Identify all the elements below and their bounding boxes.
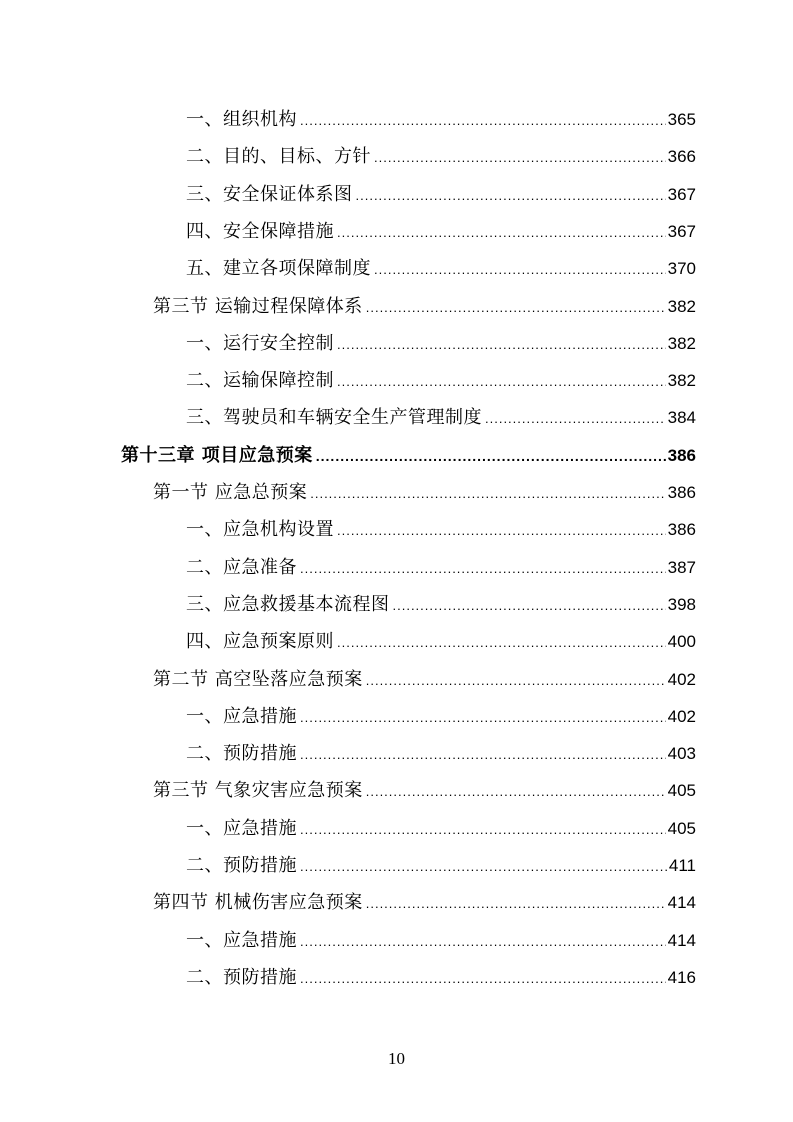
toc-dot-leader [366,885,666,922]
toc-dot-leader [366,773,666,810]
toc-dot-leader [300,102,666,139]
toc-entry-title: 三、驾驶员和车辆安全生产管理制度 [186,407,482,429]
toc-entry-title: 二、应急准备 [186,556,297,578]
toc-item-entry[interactable] [186,176,696,213]
toc-dot-leader [337,326,666,363]
toc-dot-leader [337,512,666,549]
toc-entry-page-number: 411 [668,856,696,875]
toc-entry-title: 第三节 运输过程保障体系 [153,295,363,317]
toc-entry-page-number: 403 [667,744,696,764]
toc-entry-page-number: 386 [667,520,696,540]
toc-entry-page-number: 366 [667,147,696,167]
toc-dot-leader [337,214,666,251]
toc-entry-title: 四、安全保障措施 [186,220,334,242]
toc-entry-page-number: 398 [667,594,696,614]
toc-entry-title: 五、建立各项保障制度 [186,258,371,280]
toc-entry-page-number: 405 [667,818,696,838]
toc-entry-page-number: 405 [667,781,696,801]
toc-entry-title: 二、运输保障控制 [186,370,334,392]
toc-entry-title: 二、预防措施 [186,743,297,765]
toc-entry-title: 三、应急救援基本流程图 [186,593,390,615]
toc-item-entry[interactable] [186,250,696,287]
toc-entry-title: 一、应急措施 [186,929,297,951]
toc-item-entry[interactable] [186,399,696,436]
toc-dot-leader [366,662,666,699]
toc-entry-title: 二、目的、目标、方针 [186,146,371,168]
toc-entry-title: 一、应急机构设置 [186,519,334,541]
toc-item-entry[interactable] [186,511,696,548]
toc-dot-leader [337,624,666,661]
toc-item-entry[interactable] [186,101,696,138]
page-number: 10 [388,1049,405,1068]
toc-dot-leader [310,475,665,512]
toc-entry-title: 三、安全保证体系图 [186,183,353,205]
toc-item-entry[interactable] [186,922,696,959]
toc-dot-leader [300,811,666,848]
toc-section-entry[interactable] [153,288,696,325]
toc-item-entry[interactable] [186,138,696,175]
toc-dot-leader [300,923,666,960]
toc-entry-page-number: 414 [667,930,696,950]
toc-item-entry[interactable] [186,623,696,660]
toc-entry-page-number: 416 [667,967,696,987]
toc-section-entry[interactable] [153,474,696,511]
toc-entry-page-number: 382 [667,333,696,353]
toc-entry-page-number: 367 [667,221,696,241]
toc-item-entry[interactable] [186,810,696,847]
toc-item-entry[interactable] [186,213,696,250]
toc-item-entry[interactable] [186,362,696,399]
toc-dot-leader [337,363,666,400]
toc-dot-leader [393,587,666,624]
toc-section-entry[interactable] [153,661,696,698]
toc-entry-page-number: 387 [667,557,696,577]
toc-entry-title: 一、应急措施 [186,817,297,839]
toc-item-entry[interactable] [186,586,696,623]
toc-dot-leader [316,438,666,475]
toc-dot-leader [356,177,666,214]
toc-dot-leader [374,139,666,176]
toc-entry-page-number: 386 [667,445,696,465]
toc-entry-title: 第二节 高空坠落应急预案 [153,668,363,690]
toc-entry-title: 第三节 气象灾害应急预案 [153,780,363,802]
toc-entry-title: 二、预防措施 [186,855,297,876]
toc-entry-page-number: 386 [667,483,696,502]
toc-entry-title: 第一节 应急总预案 [153,482,308,503]
toc-entry-page-number: 382 [667,296,696,316]
toc-entry-title: 第四节 机械伤害应急预案 [153,892,363,914]
toc-entry-title: 四、应急预案原则 [186,631,334,653]
toc-item-entry[interactable] [186,735,696,772]
toc-entry-title: 二、预防措施 [186,966,297,988]
toc-item-entry[interactable] [186,847,696,884]
toc-item-entry[interactable] [186,959,696,996]
toc-dot-leader [366,289,666,326]
toc-dot-leader [485,400,666,437]
toc-item-entry[interactable] [186,698,696,735]
toc-item-entry[interactable] [186,325,696,362]
toc-dot-leader [300,699,666,736]
toc-entry-title: 第十三章 项目应急预案 [121,444,313,466]
toc-chapter-entry[interactable] [121,437,696,474]
toc-entry-page-number: 414 [667,893,696,913]
toc-entry-page-number: 365 [667,110,696,129]
toc-entry-title: 一、组织机构 [186,109,297,130]
toc-dot-leader [300,848,667,885]
toc-entry-page-number: 384 [667,408,696,428]
toc-section-entry[interactable] [153,772,696,809]
toc-dot-leader [300,550,666,587]
toc-section-entry[interactable] [153,884,696,921]
toc-entry-page-number: 402 [667,706,696,726]
toc-dot-leader [300,736,666,773]
toc-entry-title: 一、应急措施 [186,705,297,727]
toc-entry-page-number: 400 [667,632,696,652]
toc-entry-page-number: 382 [667,371,696,391]
toc-entry-page-number: 402 [667,669,696,689]
toc-dot-leader [374,251,666,288]
toc-entry-title: 一、运行安全控制 [186,332,334,354]
toc-entry-page-number: 370 [667,259,696,279]
toc-item-entry[interactable] [186,549,696,586]
toc-entry-page-number: 367 [667,184,696,204]
toc-dot-leader [300,960,666,997]
